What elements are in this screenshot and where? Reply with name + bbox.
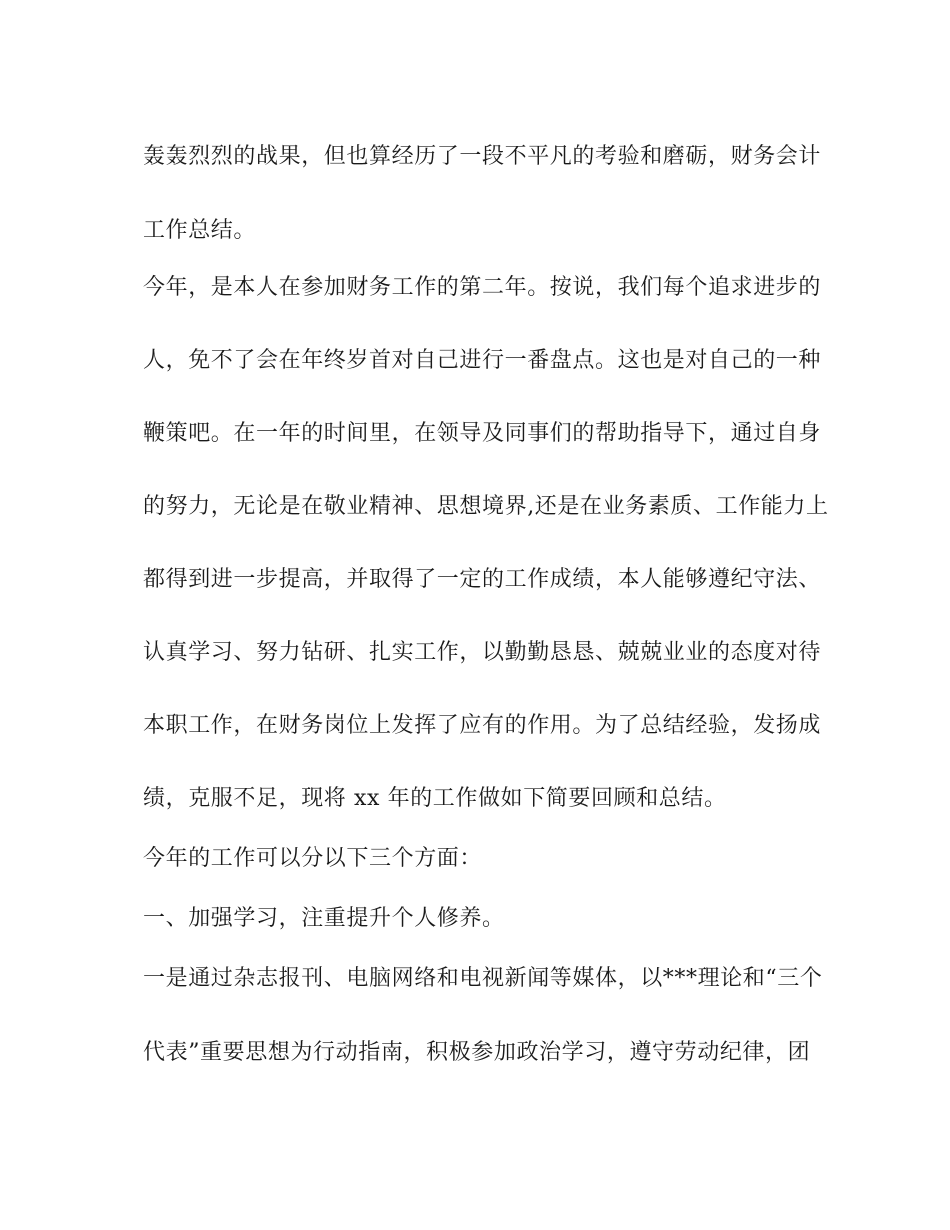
paragraph-line: 代表”重要思想为行动指南，积极参加政治学习，遵守劳动纪律，团 [143, 1040, 811, 1065]
paragraph-line: 今年，是本人在参加财务工作的第二年。按说，我们每个追求进步的 [143, 275, 822, 300]
paragraph-line: 今年的工作可以分以下三个方面： [143, 846, 483, 871]
paragraph-line: 都得到进一步提高，并取得了一定的工作成绩，本人能够遵纪守法、 [143, 567, 822, 592]
paragraph-line: 工作总结。 [143, 218, 257, 243]
paragraph-line: 的努力，无论是在敬业精神、思想境界,还是在业务素质、工作能力上 [143, 494, 829, 519]
paragraph-line: 鞭策吧。在一年的时间里，在领导及同事们的帮助指导下，通过自身 [143, 421, 822, 446]
paragraph-line: 绩，克服不足，现将 xx 年的工作做如下简要回顾和总结。 [143, 786, 727, 811]
paragraph-line: 轰轰烈烈的战果，但也算经历了一段不平凡的考验和磨砺，财务会计 [143, 144, 822, 169]
paragraph-line: 人，免不了会在年终岁首对自己进行一番盘点。这也是对自己的一种 [143, 348, 822, 373]
paragraph-line: 一是通过杂志报刊、电脑网络和电视新闻等媒体，以***理论和“三个 [143, 966, 823, 991]
paragraph-line: 认真学习、努力钻研、扎实工作，以勤勤恳恳、兢兢业业的态度对待 [143, 640, 822, 665]
paragraph-line: 本职工作，在财务岗位上发挥了应有的作用。为了总结经验，发扬成 [143, 713, 822, 738]
section-heading: 一、加强学习，注重提升个人修养。 [143, 906, 505, 931]
